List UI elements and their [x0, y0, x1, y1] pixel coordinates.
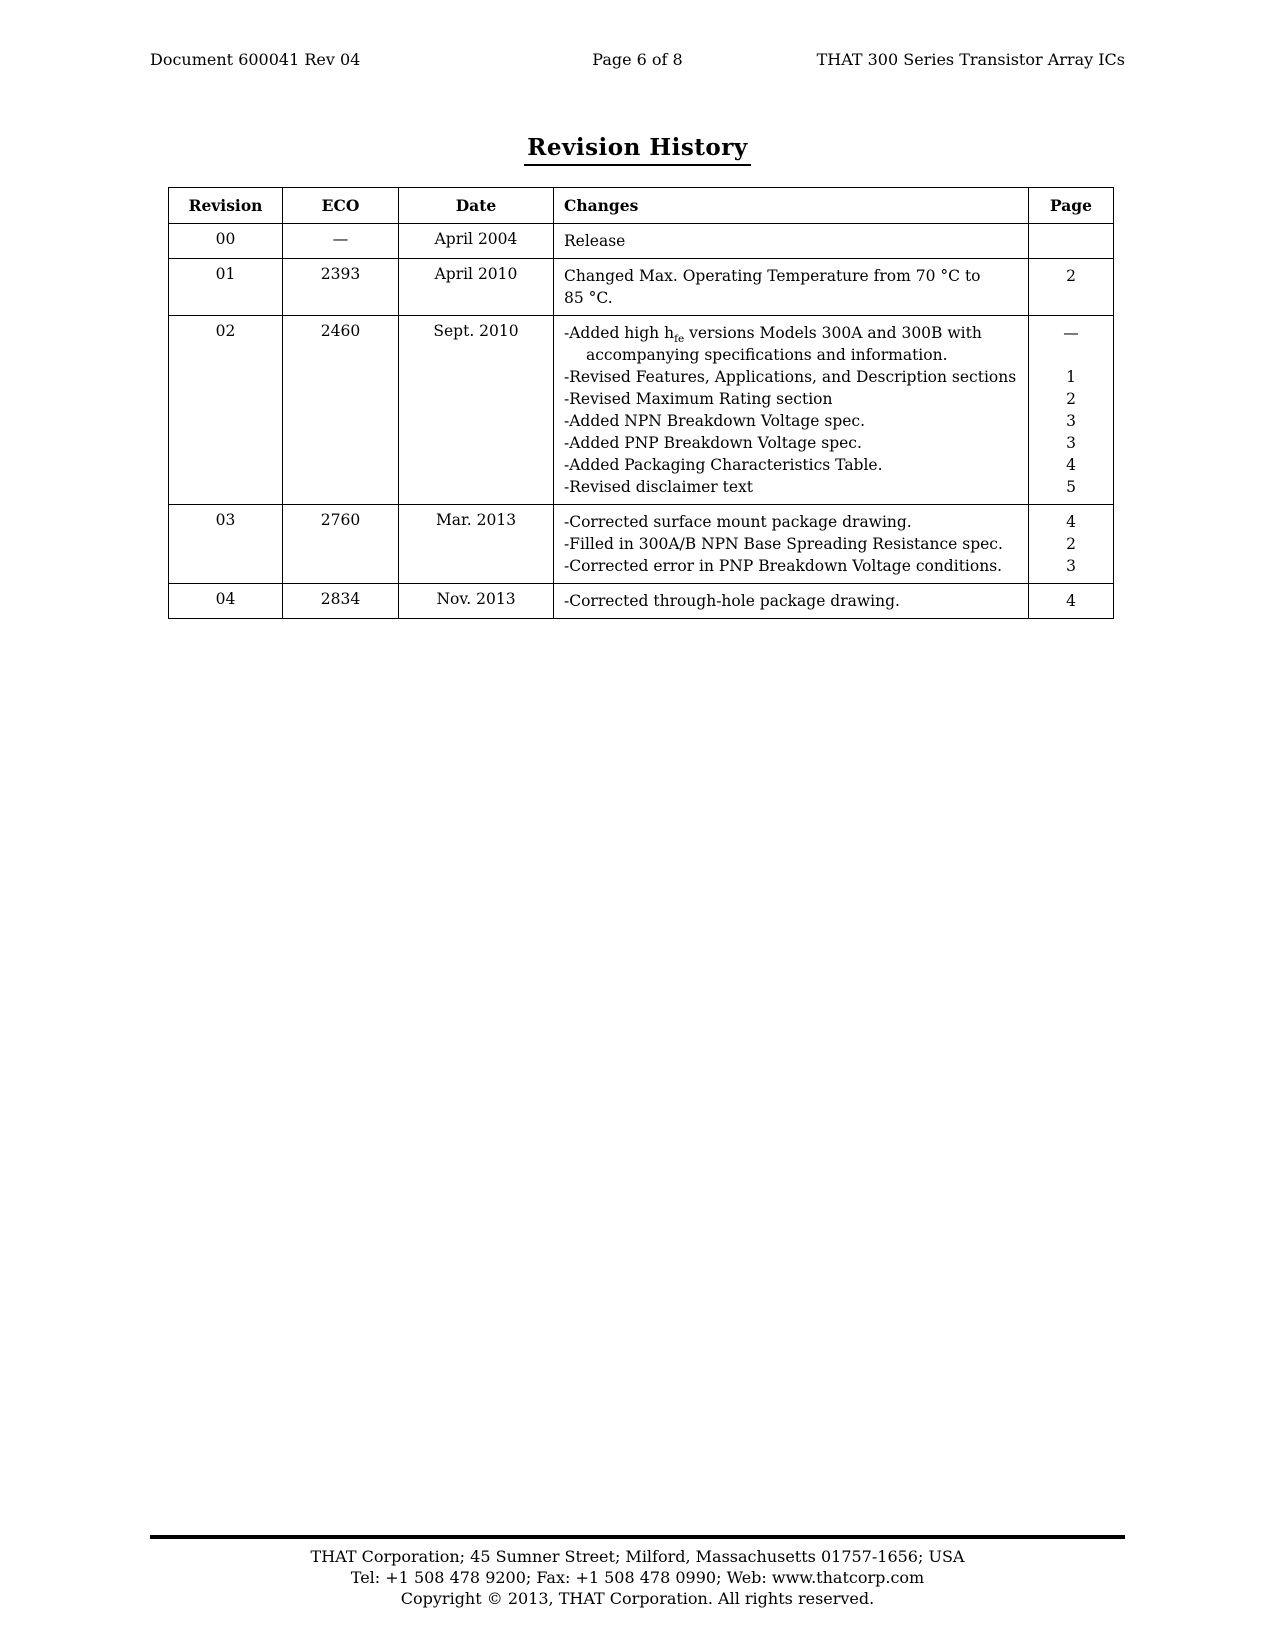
page-number: 2	[1066, 390, 1076, 408]
revision-cell: 03	[169, 505, 283, 584]
footer-contact: Tel: +1 508 478 9200; Fax: +1 508 478 0990; Web: www.thatcorp.com	[350, 1568, 925, 1587]
page-number: 4	[1066, 513, 1076, 531]
change-line: -Filled in 300A/B NPN Base Spreading Resistance spec.	[564, 535, 1003, 553]
table-row	[169, 316, 1114, 505]
changes-cell	[554, 584, 1029, 619]
page-number: 2	[1066, 535, 1076, 553]
table-row	[169, 505, 1114, 584]
table-header-row	[169, 188, 1114, 224]
change-line: -Revised Maximum Rating section	[564, 390, 833, 408]
change-line: -Added high $h_{fe}$ versions Models 300A and 300B with	[564, 324, 982, 346]
page-number	[1031, 287, 1111, 309]
change-line: -Revised Features, Applications, and Description sections	[564, 368, 1017, 386]
revision-cell: 00	[169, 224, 283, 259]
change-line: -Added Packaging Characteristics Table.	[564, 456, 883, 474]
subscript-hfe: fe	[674, 333, 685, 346]
changes-cell	[554, 224, 1029, 259]
date-cell: April 2010	[399, 259, 554, 316]
header-doc-id: Document 600041 Rev 04	[150, 50, 361, 69]
page-number: 4	[1066, 592, 1076, 610]
table-row	[169, 224, 1114, 259]
page-cell	[1029, 224, 1114, 259]
changes-cell	[554, 505, 1029, 584]
date-cell: Mar. 2013	[399, 505, 554, 584]
column-header-eco: ECO	[283, 188, 399, 224]
column-header-page: Page	[1029, 188, 1114, 224]
footer-address: THAT Corporation; 45 Sumner Street; Milford, Massachusetts 01757-1656; USA	[310, 1547, 965, 1566]
title-wrap	[150, 134, 1125, 166]
changes-cell	[554, 316, 1029, 505]
header-page-info: Page 6 of 8	[592, 50, 683, 69]
date-cell: Sept. 2010	[399, 316, 554, 505]
changes-cell	[554, 259, 1029, 316]
page-number: 2	[1066, 267, 1076, 285]
page-cell	[1029, 316, 1114, 505]
revision-cell: 04	[169, 584, 283, 619]
change-line: Release	[564, 232, 626, 250]
page-number: 3	[1066, 412, 1076, 430]
header-doc-title: THAT 300 Series Transistor Array ICs	[816, 50, 1125, 69]
change-line: -Added NPN Breakdown Voltage spec.	[564, 412, 866, 430]
page-number	[1031, 344, 1111, 366]
page-footer	[150, 1535, 1125, 1609]
page-number: 5	[1066, 478, 1076, 496]
date-cell: Nov. 2013	[399, 584, 554, 619]
column-header-date: Date	[399, 188, 554, 224]
eco-cell: 2834	[283, 584, 399, 619]
table-row	[169, 584, 1114, 619]
change-line: 85 °C.	[564, 289, 613, 307]
revision-cell: 02	[169, 316, 283, 505]
eco-cell: 2460	[283, 316, 399, 505]
change-line: -Corrected through-hole package drawing.	[564, 592, 900, 610]
change-line: -Revised disclaimer text	[564, 478, 754, 496]
column-header-changes: Changes	[554, 188, 1029, 224]
change-line: -Corrected surface mount package drawing.	[564, 513, 912, 531]
page-header	[150, 50, 1125, 70]
page-number: 3	[1066, 557, 1076, 575]
revision-history-table	[168, 187, 1114, 619]
date-cell: April 2004	[399, 224, 554, 259]
page-cell	[1029, 584, 1114, 619]
page-number	[1031, 230, 1111, 252]
eco-cell: 2760	[283, 505, 399, 584]
page-title: Revision History	[524, 134, 750, 166]
column-header-revision: Revision	[169, 188, 283, 224]
page-number: —	[1063, 324, 1079, 342]
page-number: 4	[1066, 456, 1076, 474]
revision-cell: 01	[169, 259, 283, 316]
eco-cell: —	[283, 224, 399, 259]
page-number: 1	[1066, 368, 1076, 386]
eco-cell: 2393	[283, 259, 399, 316]
page-cell	[1029, 505, 1114, 584]
change-line: Changed Max. Operating Temperature from 70 °C to	[564, 267, 981, 285]
page-number: 3	[1066, 434, 1076, 452]
change-line: -Corrected error in PNP Breakdown Voltage conditions.	[564, 557, 1003, 575]
footer-copyright: Copyright © 2013, THAT Corporation. All rights reserved.	[400, 1589, 875, 1608]
table-row	[169, 259, 1114, 316]
change-line: accompanying specifications and information.	[586, 346, 948, 364]
page-cell	[1029, 259, 1114, 316]
change-line: -Added PNP Breakdown Voltage spec.	[564, 434, 862, 452]
